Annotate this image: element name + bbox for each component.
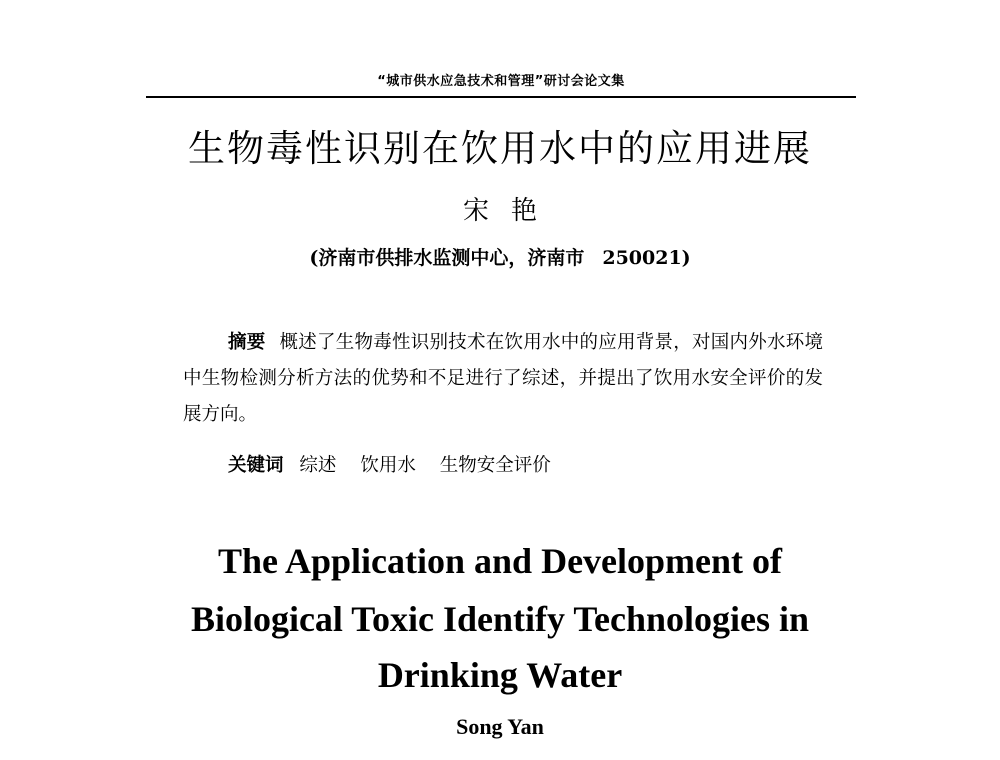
keyword-item: 饮用水 <box>360 455 416 476</box>
header-rule <box>146 96 856 98</box>
abstract-label: 摘要 <box>228 332 266 353</box>
running-header: “城市供水应急技术和管理”研讨会论文集 <box>377 74 625 89</box>
affiliation-zh <box>0 244 1000 272</box>
title-zh: 生物毒性识别在饮用水中的应用进展 <box>188 127 812 170</box>
affiliation-postcode: 250021) <box>602 247 691 269</box>
title-en-line-2: Biological Toxic Identify Technologies in <box>190 599 810 639</box>
keyword-item: 生物安全评价 <box>439 455 551 476</box>
title-en-line-1: The Application and Development of <box>217 541 783 581</box>
abstract-text: 概述了生物毒性识别技术在饮用水中的应用背景，对国内外水环境中生物检测分析方法的优势和不足进行了综述，并提出了饮用水安全评价的发展方向。 <box>183 332 823 425</box>
keywords <box>228 448 569 484</box>
abstract <box>183 325 823 433</box>
keywords-label: 关键词 <box>228 455 284 476</box>
affiliation-text: (济南市供排水监测中心，济南市 <box>309 247 585 269</box>
author-en: Song Yan <box>456 714 544 739</box>
title-en-line-3: Drinking Water <box>377 655 623 695</box>
keyword-item: 综述 <box>299 455 337 476</box>
author-zh: 宋艳 <box>462 196 559 226</box>
